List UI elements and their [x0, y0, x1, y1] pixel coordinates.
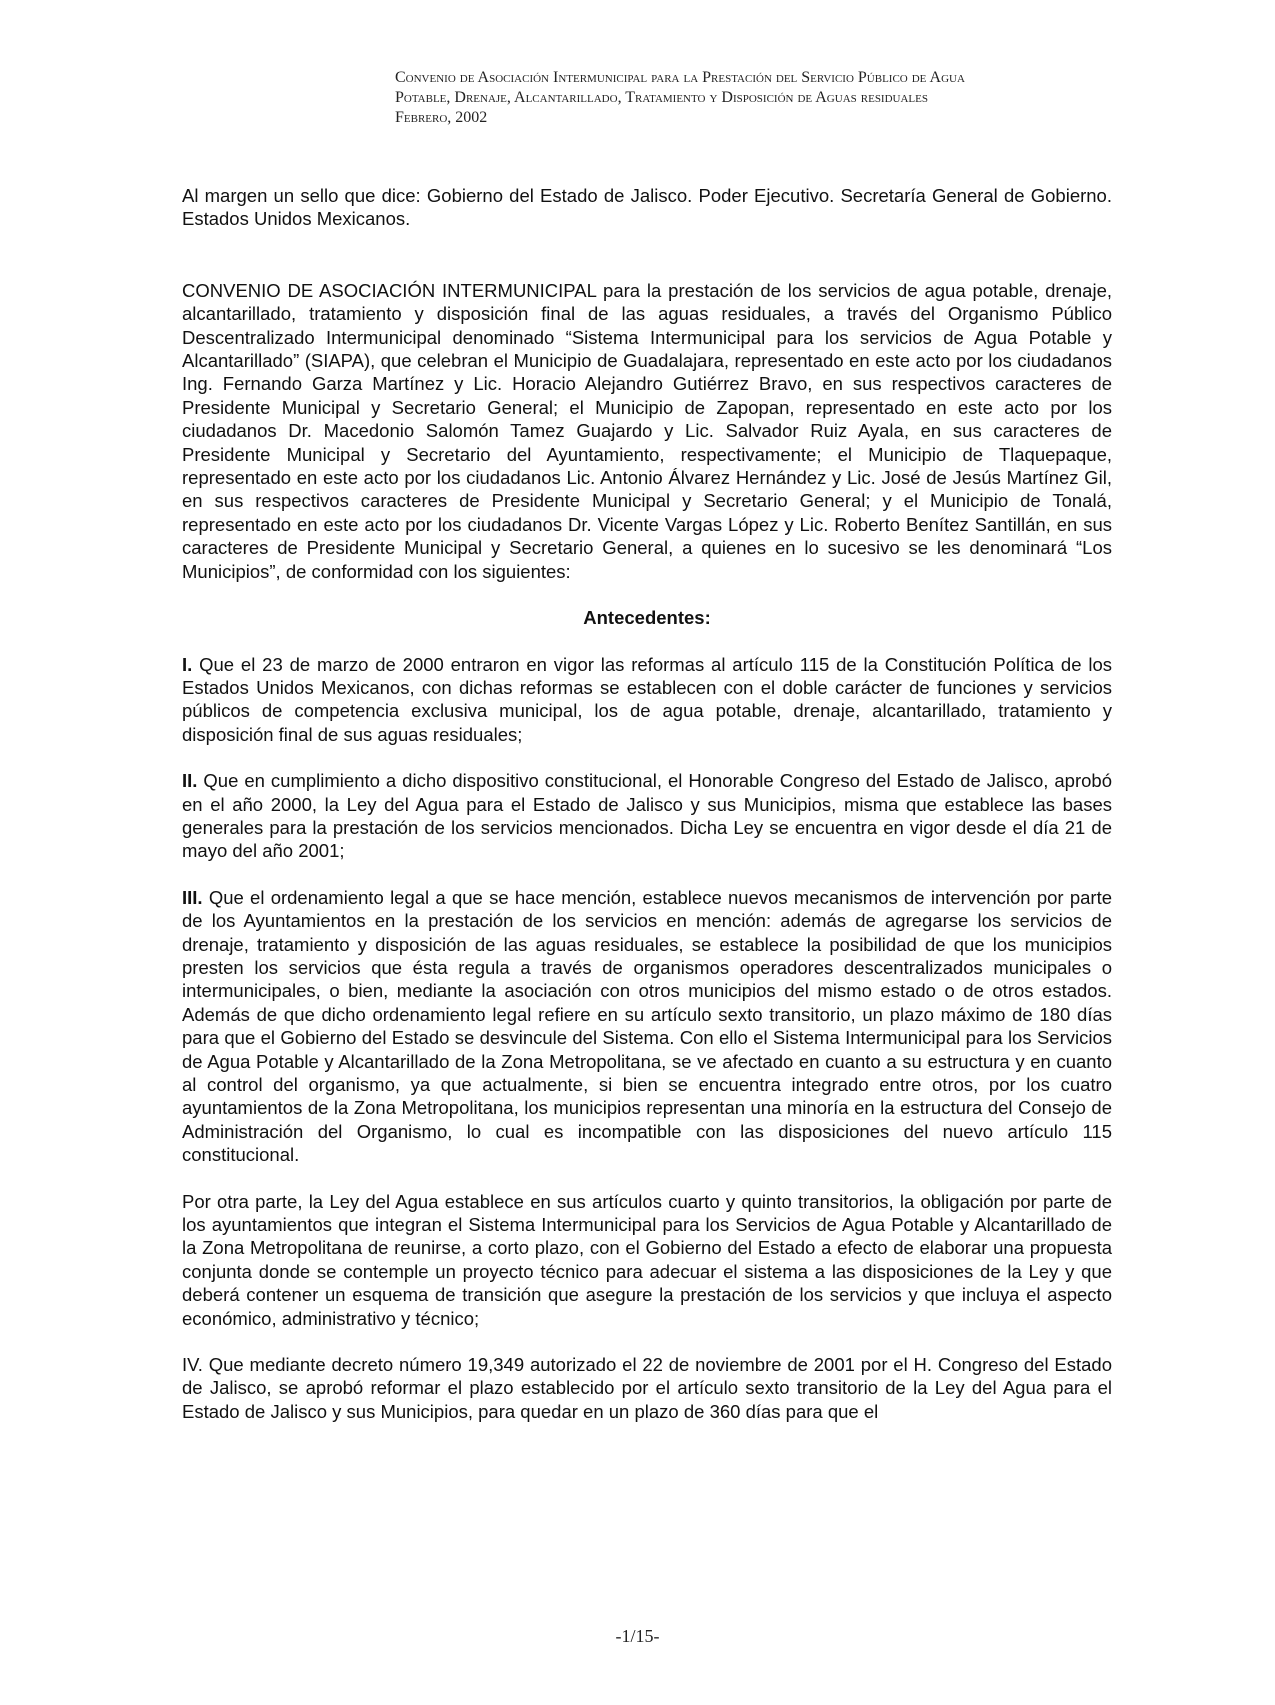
antecedente-item-4 — [182, 1353, 1112, 1423]
header-title-line-2: Potable, Drenaje, Alcantarillado, Tratamiento y Disposición de Aguas residuales — [395, 89, 928, 106]
item-text: Que en cumplimiento a dicho dispositivo constitucional, el Honorable Congreso del Estado de Jalisco, aprobó en el año 2000, la Ley del Agua para el Estado de Jalisco y sus Municipios, misma que establece las bases generales para la prestación de los servicios mencionados. Dicha Ley se encuentra en vigor desde el día 21 de mayo del año 2001; — [182, 770, 1112, 862]
intro-paragraph: CONVENIO DE ASOCIACIÓN INTERMUNICIPAL para la prestación de los servicios de agua potable, drenaje, alcantarillado, tratamiento y disposición final de las aguas residuales, a través del Organismo Público Descentralizado Intermunicipal denominado “Sistema Intermunicipal para los servicios de Agua Potable y Alcantarillado” (SIAPA), que celebran el Municipio de Guadalajara, representado en este acto por los ciudadanos Ing. Fernando Garza Martínez y Lic. Horacio Alejandro Gutiérrez Bravo, en sus respectivos caracteres de Presidente Municipal y Secretario General; el Municipio de Zapopan, representado en este acto por los ciudadanos Dr. Macedonio Salomón Tamez Guajardo y Lic. Salvador Ruiz Ayala, en sus caracteres de Presidente Municipal y Secretario del Ayuntamiento, respectivamente; el Municipio de Tlaquepaque, representado en este acto por los ciudadanos Lic. Antonio Álvarez Hernández y Lic. José de Jesús Martínez Gil, en sus respectivos caracteres de Presidente Municipal y Secretario General; y el Municipio de Tonalá, representado en este acto por los ciudadanos Dr. Vicente Vargas López y Lic. Roberto Benítez Santillán, en sus caracteres de Presidente Municipal y Secretario General, a quienes en lo sucesivo se les denominará “Los Municipios”, de conformidad con los siguientes: — [182, 279, 1112, 582]
margin-note: Al margen un sello que dice: Gobierno del Estado de Jalisco. Poder Ejecutivo. Secretaría General de Gobierno. Estados Unidos Mexicanos. — [182, 185, 1112, 230]
page-number: -1/15- — [615, 1626, 660, 1646]
document-header — [395, 68, 1115, 128]
item-text: Que el 23 de marzo de 2000 entraron en vigor las reformas al artículo 115 de la Constitución Política de los Estados Unidos Mexicanos, con dichas reformas se establecen con el doble carácter de funciones y servicios públicos de competencia exclusiva municipal, los de agua potable, drenaje, alcantarillado, tratamiento y disposición final de sus aguas residuales; — [182, 653, 1112, 745]
item-numeral: IV. — [182, 1354, 203, 1376]
antecedente-item-3 — [182, 886, 1112, 1167]
item-numeral: III. — [182, 886, 203, 908]
section-title-antecedentes: Antecedentes: — [583, 607, 711, 629]
item-text: Que el ordenamiento legal a que se hace mención, establece nuevos mecanismos de intervención por parte de los Ayuntamientos en la prestación de los servicios en mención: además de agregarse los servicios de drenaje, tratamiento y disposición de las aguas residuales, se establece la posibilidad de que los municipios presten los servicios que ésta regula a través de organismos operadores descentralizados municipales o intermunicipales, o bien, mediante la asociación con otros municipios del mismo estado o de otros estados. Además de que dicho ordenamiento legal refiere en su artículo sexto transitorio, un plazo máximo de 180 días para que el Gobierno del Estado se desvincule del Sistema. Con ello el Sistema Intermunicipal para los Servicios de Agua Potable y Alcantarillado de la Zona Metropolitana, se ve afectado en cuanto a su estructura y en cuanto al control del organismo, ya que actualmente, si bien se encuentra integrado entre otros, por los cuatro ayuntamientos de la Zona Metropolitana, los municipios representan una minoría en la estructura del Consejo de Administración del Organismo, lo cual es incompatible con las disposiciones del nuevo artículo 115 constitucional. — [182, 886, 1112, 1166]
item-numeral: II. — [182, 770, 198, 792]
document-body — [182, 184, 1112, 1446]
header-date: Febrero, 2002 — [395, 109, 488, 126]
paragraph-por-otra-parte: Por otra parte, la Ley del Agua establece en sus artículos cuarto y quinto transitorios, la obligación por parte de los ayuntamientos que integran el Sistema Intermunicipal para los Servicios de Agua Potable y Alcantarillado de la Zona Metropolitana de reunirse, a corto plazo, con el Gobierno del Estado a efecto de elaborar una propuesta conjunta donde se contemple un proyecto técnico para adecuar el sistema a las disposiciones de la Ley y que deberá contener un esquema de transición que asegure la prestación de los servicios y que incluya el aspecto económico, administrativo y técnico; — [182, 1190, 1112, 1329]
header-title-line-1: Convenio de Asociación Intermunicipal para la Prestación del Servicio Público de Agua — [395, 69, 965, 86]
item-numeral: I. — [182, 653, 193, 675]
antecedente-item-2 — [182, 769, 1112, 863]
item-text: Que mediante decreto número 19,349 autorizado el 22 de noviembre de 2001 por el H. Congreso del Estado de Jalisco, se aprobó reformar el plazo establecido por el artículo sexto transitorio de la Ley del Agua para el Estado de Jalisco y sus Municipios, para quedar en un plazo de 360 días para que el — [182, 1354, 1112, 1422]
antecedente-item-1 — [182, 653, 1112, 747]
